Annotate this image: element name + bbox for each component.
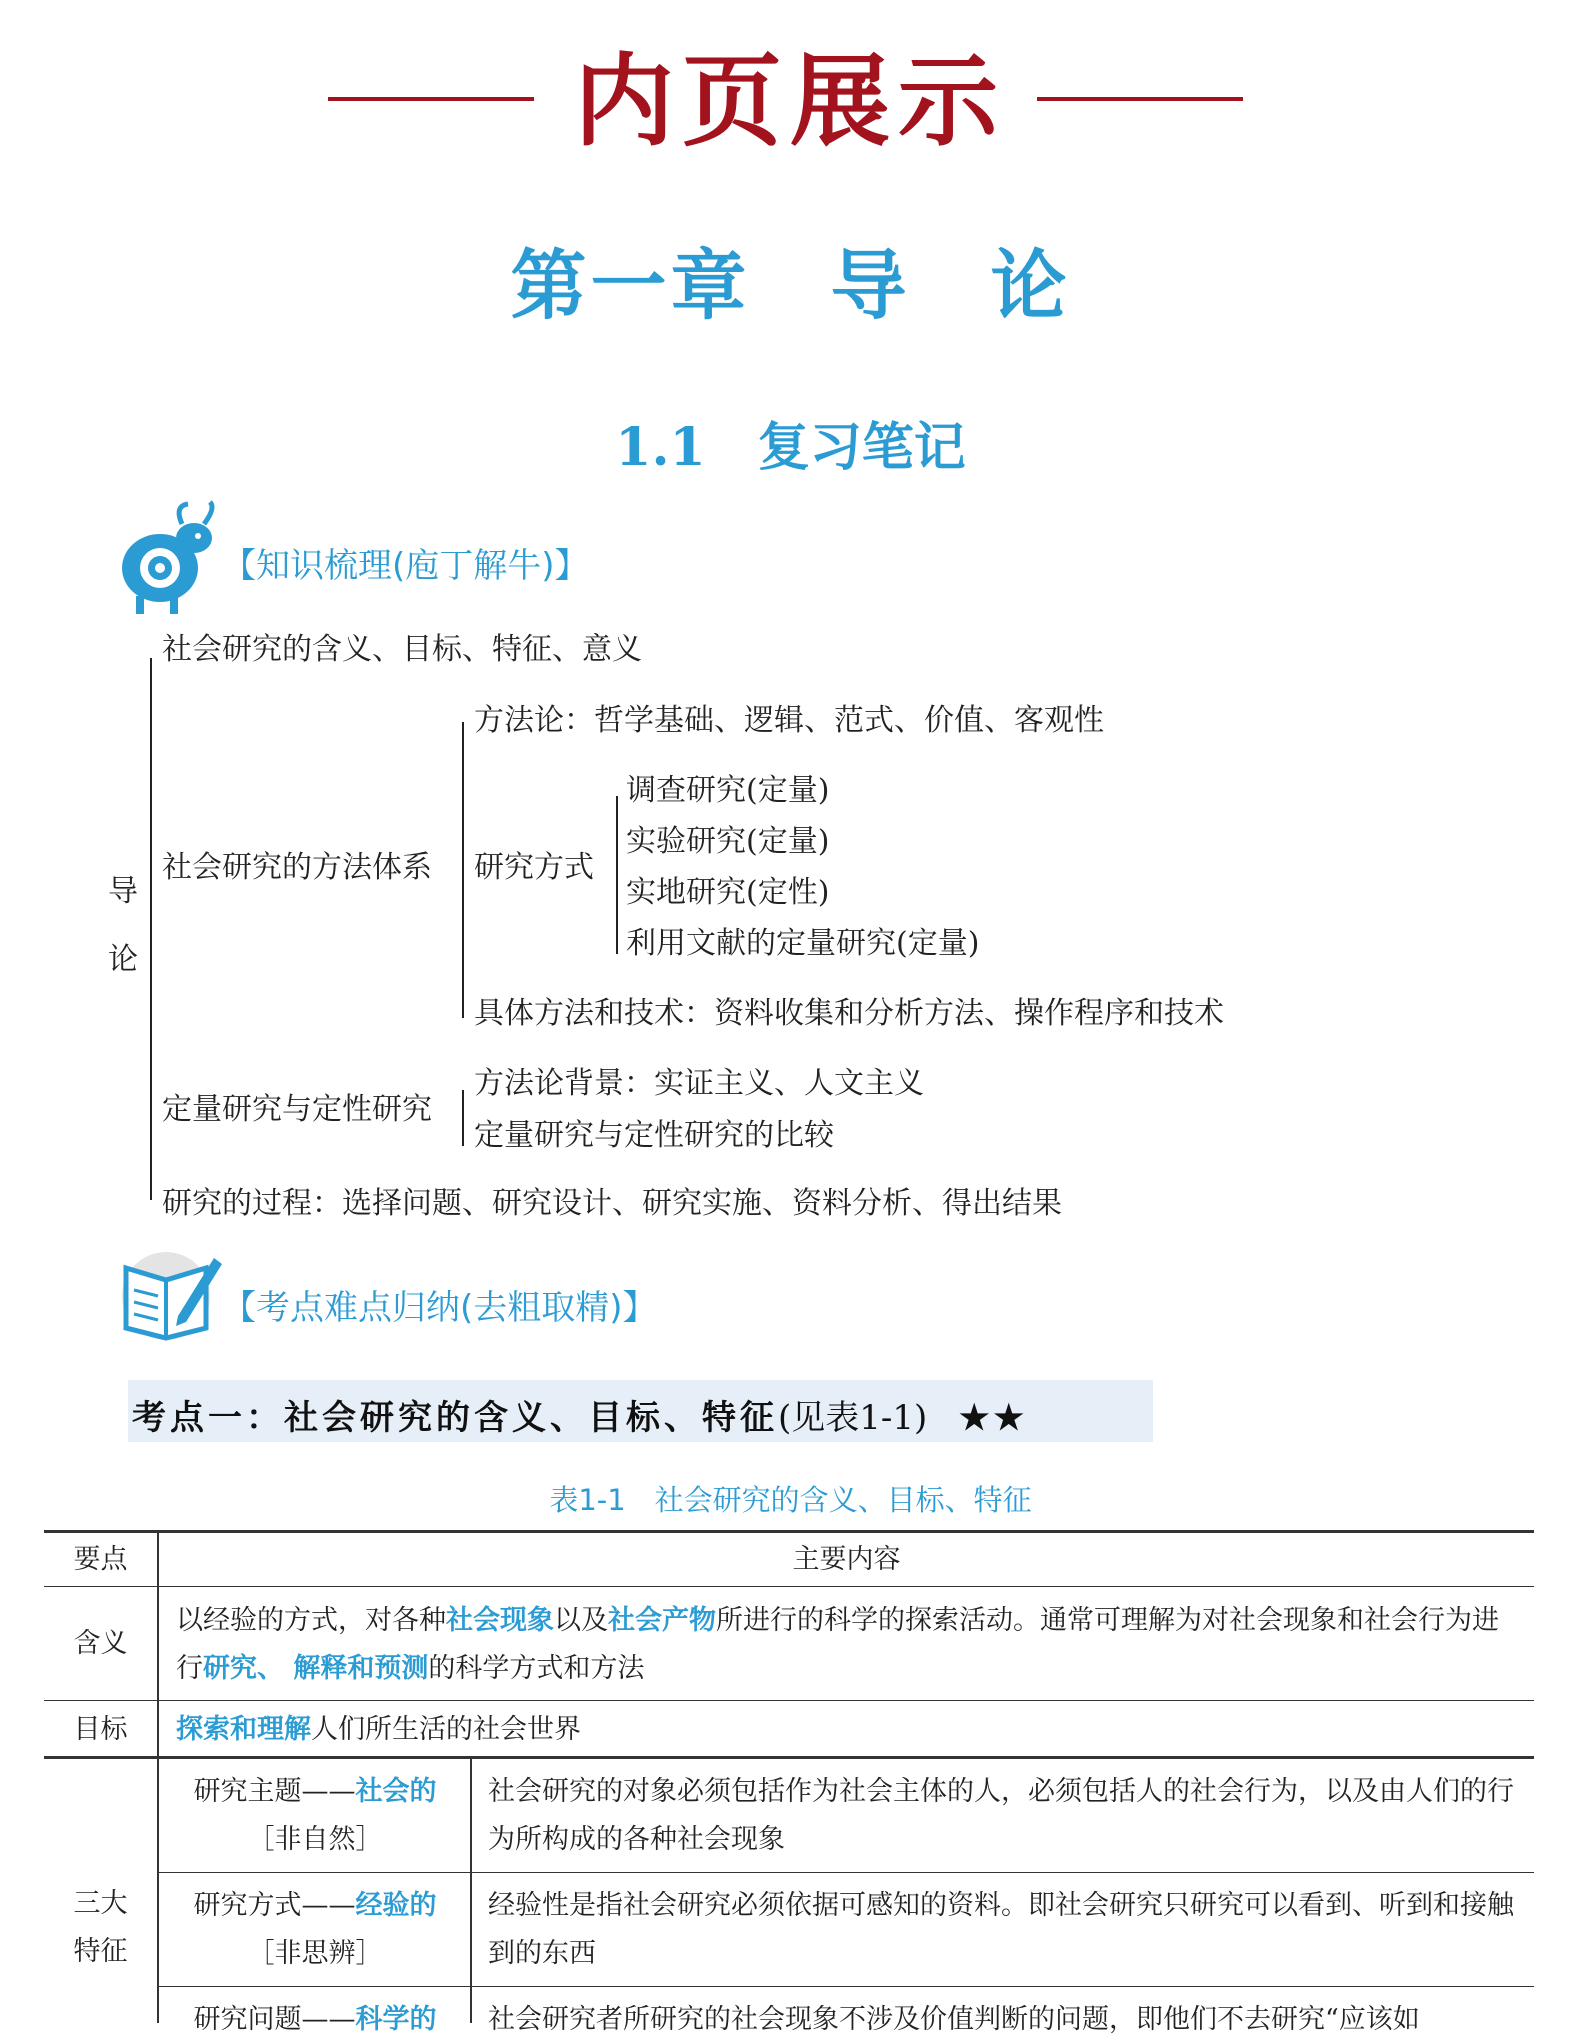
table-col-divider [157,1530,159,2023]
goal-part-1: 人们所生活的社会世界 [311,1714,581,1745]
tree-quant-compare: 定量研究与定性研究的比较 [474,1118,834,1153]
brace-level-3 [616,796,618,954]
brace-level-2 [462,722,464,1018]
brace-level-1 [150,658,152,1200]
table-subcol-divider [470,1758,472,2023]
keypoint-stars: ★★ [958,1398,1028,1438]
tree-mode-field: 实地研究(定性) [626,875,830,910]
keypoint-title-text: 考点一：社会研究的含义、目标、特征 [132,1398,778,1438]
tree-item-research-mode: 研究方式 [474,850,594,885]
feature1-desc: 社会研究的对象必须包括作为社会主体的人，必须包括人的社会行为，以及由人们的行为所构成的各种社会现象 [488,1776,1514,1855]
tree-root-top: 导 [108,874,138,909]
table-features-label-2: 特征 [73,1936,128,1967]
tree-quant-background: 方法论背景：实证主义、人文主义 [474,1066,924,1101]
meaning-highlight-social-products: 社会产物 [608,1605,716,1636]
feature1-name [160,1768,470,1816]
brace-level-2b [462,1090,464,1146]
keypoint-title [132,1390,1028,1439]
feature3-desc: 社会研究者所研究的社会现象不涉及价值判断的问题，即他们不去研究“应该如 [488,2004,1420,2035]
goal-highlight: 探索和理解 [176,1714,311,1745]
feature2-sub: ［非思辨］ [247,1938,383,1969]
table-header-rule [44,1586,1534,1587]
table-row-goal-label: 目标 [73,1714,128,1745]
book-pen-icon [118,1240,224,1344]
banner-title: 内页展示 [574,43,1006,160]
feature3-name [160,1996,470,2044]
table-feature2-rule [158,1986,1534,1987]
tree-root-bottom: 论 [108,942,138,977]
banner-right-rule [1037,97,1243,101]
tree-mode-experiment: 实验研究(定量) [626,824,830,859]
table-header-content: 主要内容 [792,1544,901,1575]
meaning-highlight-social-phenomena: 社会现象 [446,1605,554,1636]
feature1-highlight: 社会的 [355,1776,437,1807]
tree-item-method-system: 社会研究的方法体系 [162,850,432,885]
tree-mode-survey: 调查研究(定量) [626,773,830,808]
tree-item-meaning: 社会研究的含义、目标、特征、意义 [162,632,642,667]
table-row-meaning-text [176,1597,1516,1693]
table-top-rule [44,1530,1534,1533]
table-goal-rule [44,1756,1534,1759]
table-feature1-rule [158,1872,1534,1873]
meaning-part-1: 以经验的方式，对各种 [176,1605,446,1636]
feature1-sub: ［非自然］ [247,1824,383,1855]
feature1-name-text: 研究主题—— [193,1776,356,1807]
tree-mode-documents: 利用文献的定量研究(定量) [626,926,980,961]
tree-item-quant-qual: 定量研究与定性研究 [162,1092,432,1127]
knowledge-heading: 【知识梳理(庖丁解牛)】 [222,546,589,586]
meaning-highlight-research: 研究、 解释和预测 [203,1653,429,1684]
keypoint-table-ref: (见表1-1) [778,1398,928,1438]
feature2-name-text: 研究方式—— [193,1890,356,1921]
table-row-goal-text [176,1706,1516,1754]
table-meaning-rule [44,1700,1534,1701]
section-title: 1.1 复习笔记 [615,417,966,478]
keypoints-heading: 【考点难点归纳(去粗取精)】 [222,1288,657,1328]
feature2-name [160,1882,470,1930]
ox-illustration-icon [112,498,224,618]
feature3-highlight: 科学的 [355,2004,437,2035]
banner-left-rule [328,97,534,101]
tree-item-techniques: 具体方法和技术：资料收集和分析方法、操作程序和技术 [474,996,1224,1031]
meaning-part-2: 以及 [554,1605,608,1636]
feature3-name-text: 研究问题—— [193,2004,356,2035]
meaning-part-3: 所进行的科学的探索活动。通常可理解为对社会现象和社会行为进行 [176,1605,1499,1684]
feature2-highlight: 经验的 [355,1890,437,1921]
table-header-point: 要点 [73,1544,128,1575]
table-row-meaning-label: 含义 [73,1628,128,1659]
tree-item-methodology: 方法论：哲学基础、逻辑、范式、价值、客观性 [474,703,1104,738]
table-caption: 表1-1 社会研究的含义、目标、特征 [549,1483,1032,1517]
chapter-title: 第一章 导 论 [510,241,1071,330]
table-features-label-1: 三大 [73,1888,128,1919]
feature2-desc: 经验性是指社会研究必须依据可感知的资料。即社会研究只研究可以看到、听到和接触到的东西 [488,1890,1514,1969]
meaning-part-4: 的科学方式和方法 [428,1653,645,1684]
tree-item-process: 研究的过程：选择问题、研究设计、研究实施、资料分析、得出结果 [162,1186,1062,1221]
